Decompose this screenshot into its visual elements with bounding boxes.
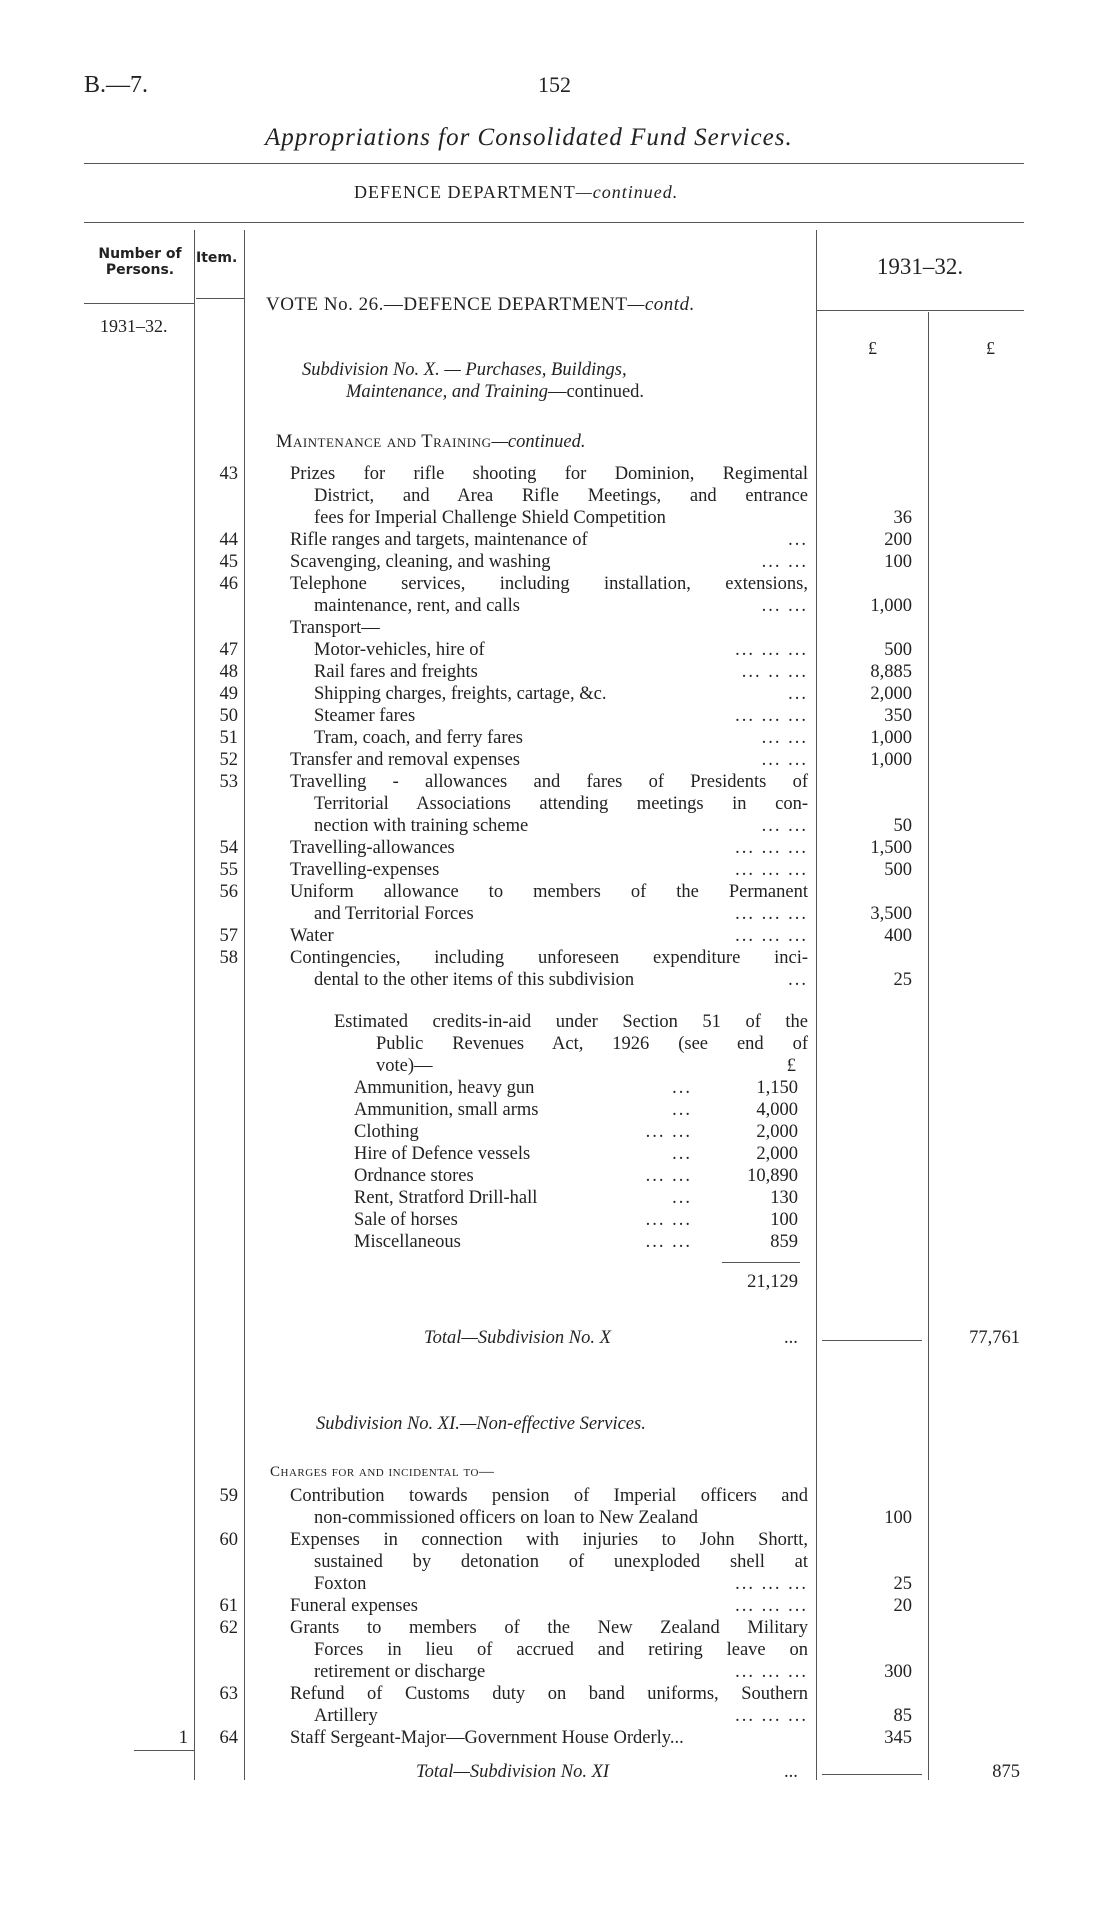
subdivision-xi-total-rule	[822, 1774, 922, 1775]
leader-dots: ... ... ...	[735, 1596, 808, 1616]
leader-dots: ... ...	[645, 1210, 692, 1230]
leader-dots: ...	[672, 1078, 692, 1098]
currency-left: £	[868, 338, 877, 358]
credit-amount: 2,000	[756, 1122, 798, 1142]
credit-amount: 859	[770, 1232, 798, 1252]
section-maintenance	[276, 432, 586, 453]
item-description-line: Water	[290, 926, 334, 946]
subdivision-xi-total-label: Total—Subdivision No. XI	[416, 1762, 610, 1782]
page-title: Appropriations for Consolidated Fund Services.	[265, 124, 793, 151]
amount: 100	[884, 552, 912, 572]
leader-dots: ... ... ...	[735, 1574, 808, 1594]
item-description-line: Travelling - allowances and fares of Presidents of	[290, 772, 808, 792]
credit-label: Ordnance stores	[354, 1166, 474, 1186]
item-description-line: Grants to members of the New Zealand Military	[290, 1618, 808, 1638]
amount: 100	[884, 1508, 912, 1528]
col-heading-item: Item.	[196, 250, 238, 266]
leader-dots: ... ... ...	[735, 926, 808, 946]
leader-dots: ...	[672, 1144, 692, 1164]
subdivision-xi-total-amount: 875	[992, 1762, 1020, 1782]
item-description-line: non-commissioned officers on loan to New Zealand	[314, 1508, 698, 1528]
item-description-line: Tram, coach, and ferry fares	[314, 728, 523, 748]
leader-dots: ... ... ...	[735, 1706, 808, 1726]
leader-dots: ...	[788, 684, 808, 704]
subdivision-x-heading-1: Subdivision No. X. — Purchases, Buildings,	[302, 360, 627, 380]
leader-dots: ...	[788, 970, 808, 990]
item-number: 64	[219, 1728, 238, 1748]
item-description-line: and Territorial Forces	[314, 904, 474, 924]
amount: 20	[893, 1596, 912, 1616]
item-number: 59	[219, 1486, 238, 1506]
subdivision-x-heading-2-text: Maintenance, and Training	[346, 382, 548, 402]
vote-title-text: VOTE No. 26.—DEFENCE DEPARTMENT	[266, 294, 628, 315]
item-description-line: Motor-vehicles, hire of	[314, 640, 485, 660]
item-description-line: retirement or discharge	[314, 1662, 486, 1682]
subdivision-xi-total-dots: ...	[784, 1762, 798, 1782]
subdivision-x-total-rule	[822, 1340, 922, 1341]
item-description-line: Scavenging, cleaning, and washing	[290, 552, 551, 572]
item-description-line: maintenance, rent, and calls	[314, 596, 520, 616]
item-description-line: Refund of Customs duty on band uniforms, Southern	[290, 1684, 808, 1704]
credits-currency: £	[786, 1056, 796, 1076]
section-charges: Charges for and incidental to—	[270, 1464, 495, 1480]
credit-label: Ammunition, heavy gun	[354, 1078, 535, 1098]
amount: 1,000	[870, 728, 912, 748]
page-number: 152	[538, 72, 571, 97]
credits-heading-line: vote)—	[376, 1056, 433, 1076]
persons-count: 1	[178, 1728, 188, 1748]
leader-dots: ... ... ...	[735, 860, 808, 880]
item-description-line: Staff Sergeant-Major—Government House Orderly...	[290, 1728, 684, 1748]
credit-label: Miscellaneous	[354, 1232, 461, 1252]
header-under-year	[816, 310, 1024, 311]
item-number: 52	[219, 750, 238, 770]
header-under-persons	[84, 303, 194, 304]
leader-dots: ...	[672, 1100, 692, 1120]
item-number: 48	[219, 662, 238, 682]
section-maintenance-suffix: —continued.	[491, 432, 586, 452]
item-description-line: sustained by detonation of unexploded shell at	[314, 1552, 808, 1572]
item-description-line: Rifle ranges and targets, maintenance of	[290, 530, 588, 550]
leader-dots: ... ... ...	[735, 706, 808, 726]
item-description-line: Travelling-allowances	[290, 838, 455, 858]
item-description-line: dental to the other items of this subdivision	[314, 970, 635, 990]
credit-label: Sale of horses	[354, 1210, 458, 1230]
persons-year: 1931–32.	[100, 316, 168, 336]
credit-amount: 130	[770, 1188, 798, 1208]
leader-dots: ... ...	[761, 728, 808, 748]
item-number: 43	[219, 464, 238, 484]
item-description-line: Artillery	[314, 1706, 378, 1726]
leader-dots: ...	[672, 1188, 692, 1208]
credit-amount: 2,000	[756, 1144, 798, 1164]
page-ref: B.—7.	[84, 72, 149, 98]
leader-dots: ... ...	[761, 596, 808, 616]
amount: 500	[884, 860, 912, 880]
amount: 345	[884, 1728, 912, 1748]
subdivision-x-total-amount: 77,761	[969, 1328, 1020, 1348]
item-number: 57	[219, 926, 238, 946]
credit-amount: 4,000	[756, 1100, 798, 1120]
leader-dots: ...	[788, 530, 808, 550]
item-number: 54	[219, 838, 238, 858]
amount: 500	[884, 640, 912, 660]
leader-dots: ... ...	[645, 1232, 692, 1252]
item-description-line: Shipping charges, freights, cartage, &c.	[314, 684, 607, 704]
item-description-line: Rail fares and freights	[314, 662, 478, 682]
col-rule-amount-mid	[928, 312, 929, 1780]
subdivision-x-heading-2	[346, 382, 644, 403]
leader-dots: ... .. ...	[741, 662, 808, 682]
item-description-line: fees for Imperial Challenge Shield Competition	[314, 508, 666, 528]
item-number: 50	[219, 706, 238, 726]
credit-label: Clothing	[354, 1122, 419, 1142]
item-number: 45	[219, 552, 238, 572]
item-number: 46	[219, 574, 238, 594]
leader-dots: ... ... ...	[735, 838, 808, 858]
item-description-line: Uniform allowance to members of the Permanent	[290, 882, 808, 902]
amount: 3,500	[870, 904, 912, 924]
amount: 8,885	[870, 662, 912, 682]
subdivision-x-heading-2-suffix: —continued.	[547, 382, 645, 402]
amount: 1,000	[870, 750, 912, 770]
amount: 1,000	[870, 596, 912, 616]
item-description-line: Territorial Associations attending meetings in con-	[314, 794, 808, 814]
col-heading-persons: Number of Persons.	[98, 246, 182, 278]
credits-total-rule	[722, 1262, 800, 1263]
amount: 85	[893, 1706, 912, 1726]
amount: 36	[893, 508, 912, 528]
item-number: 62	[219, 1618, 238, 1638]
leader-dots: ... ...	[645, 1122, 692, 1142]
leader-dots: ... ... ...	[735, 640, 808, 660]
credit-amount: 1,150	[756, 1078, 798, 1098]
leader-dots: ... ...	[761, 816, 808, 836]
item-description-line: Foxton	[314, 1574, 367, 1594]
persons-total-rule	[134, 1750, 194, 1751]
item-description-line: District, and Area Rifle Meetings, and entrance	[314, 486, 808, 506]
credits-heading-line: Public Revenues Act, 1926 (see end of	[376, 1034, 808, 1054]
department-suffix: —continued.	[575, 182, 679, 202]
col-heading-year: 1931–32.	[876, 254, 964, 279]
item-description-line: Forces in lieu of accrued and retiring leave on	[314, 1640, 808, 1660]
amount: 25	[893, 970, 912, 990]
amount: 2,000	[870, 684, 912, 704]
department-heading	[354, 182, 678, 203]
credit-amount: 100	[770, 1210, 798, 1230]
col-rule-amount-left	[816, 230, 817, 1780]
item-number: 56	[219, 882, 238, 902]
item-description-line: Transfer and removal expenses	[290, 750, 520, 770]
item-number: 47	[219, 640, 238, 660]
item-description-line: Telephone services, including installation, extensions,	[290, 574, 808, 594]
item-description-line: Transport—	[290, 618, 380, 638]
table-top-rule	[84, 222, 1024, 223]
credit-amount: 10,890	[747, 1166, 798, 1186]
amount: 50	[893, 816, 912, 836]
credit-label: Rent, Stratford Drill-hall	[354, 1188, 538, 1208]
item-number: 51	[219, 728, 238, 748]
amount: 1,500	[870, 838, 912, 858]
item-description-line: Expenses in connection with injuries to John Shortt,	[290, 1530, 808, 1550]
vote-title-suffix: —contd.	[627, 294, 695, 315]
item-description-line: Steamer fares	[314, 706, 416, 726]
leader-dots: ... ...	[761, 552, 808, 572]
leader-dots: ... ... ...	[735, 1662, 808, 1682]
credits-total: 21,129	[747, 1272, 798, 1292]
currency-right: £	[986, 338, 995, 358]
col-rule-persons	[194, 230, 195, 1780]
item-description-line: Funeral expenses	[290, 1596, 418, 1616]
amount: 350	[884, 706, 912, 726]
item-number: 44	[219, 530, 238, 550]
item-description-line: Prizes for rifle shooting for Dominion, Regimental	[290, 464, 808, 484]
title-rule	[84, 163, 1024, 164]
item-description-line: Travelling-expenses	[290, 860, 440, 880]
amount: 25	[893, 1574, 912, 1594]
credit-label: Hire of Defence vessels	[354, 1144, 531, 1164]
header-under-item	[196, 298, 244, 299]
item-description-line: Contribution towards pension of Imperial officers and	[290, 1486, 808, 1506]
leader-dots: ... ...	[645, 1166, 692, 1186]
leader-dots: ... ... ...	[735, 904, 808, 924]
item-number: 63	[219, 1684, 238, 1704]
item-description-line: nection with training scheme	[314, 816, 529, 836]
amount: 200	[884, 530, 912, 550]
credit-label: Ammunition, small arms	[354, 1100, 539, 1120]
item-number: 53	[219, 772, 238, 792]
credits-heading-line: Estimated credits-in-aid under Section 51 of the	[334, 1012, 808, 1032]
subdivision-x-total-label: Total—Subdivision No. X	[424, 1328, 611, 1348]
item-number: 55	[219, 860, 238, 880]
section-maintenance-text: Maintenance and Training	[276, 432, 492, 452]
col-rule-item	[244, 230, 245, 1780]
item-number: 60	[219, 1530, 238, 1550]
item-description-line: Contingencies, including unforeseen expenditure inci-	[290, 948, 808, 968]
leader-dots: ... ...	[761, 750, 808, 770]
item-number: 49	[219, 684, 238, 704]
subdivision-x-total-dots: ...	[784, 1328, 798, 1348]
amount: 300	[884, 1662, 912, 1682]
item-number: 61	[219, 1596, 238, 1616]
vote-title	[266, 294, 695, 316]
amount: 400	[884, 926, 912, 946]
item-number: 58	[219, 948, 238, 968]
department-name: DEFENCE DEPARTMENT	[354, 182, 576, 202]
subdivision-xi-heading: Subdivision No. XI.—Non-effective Services.	[316, 1414, 646, 1434]
